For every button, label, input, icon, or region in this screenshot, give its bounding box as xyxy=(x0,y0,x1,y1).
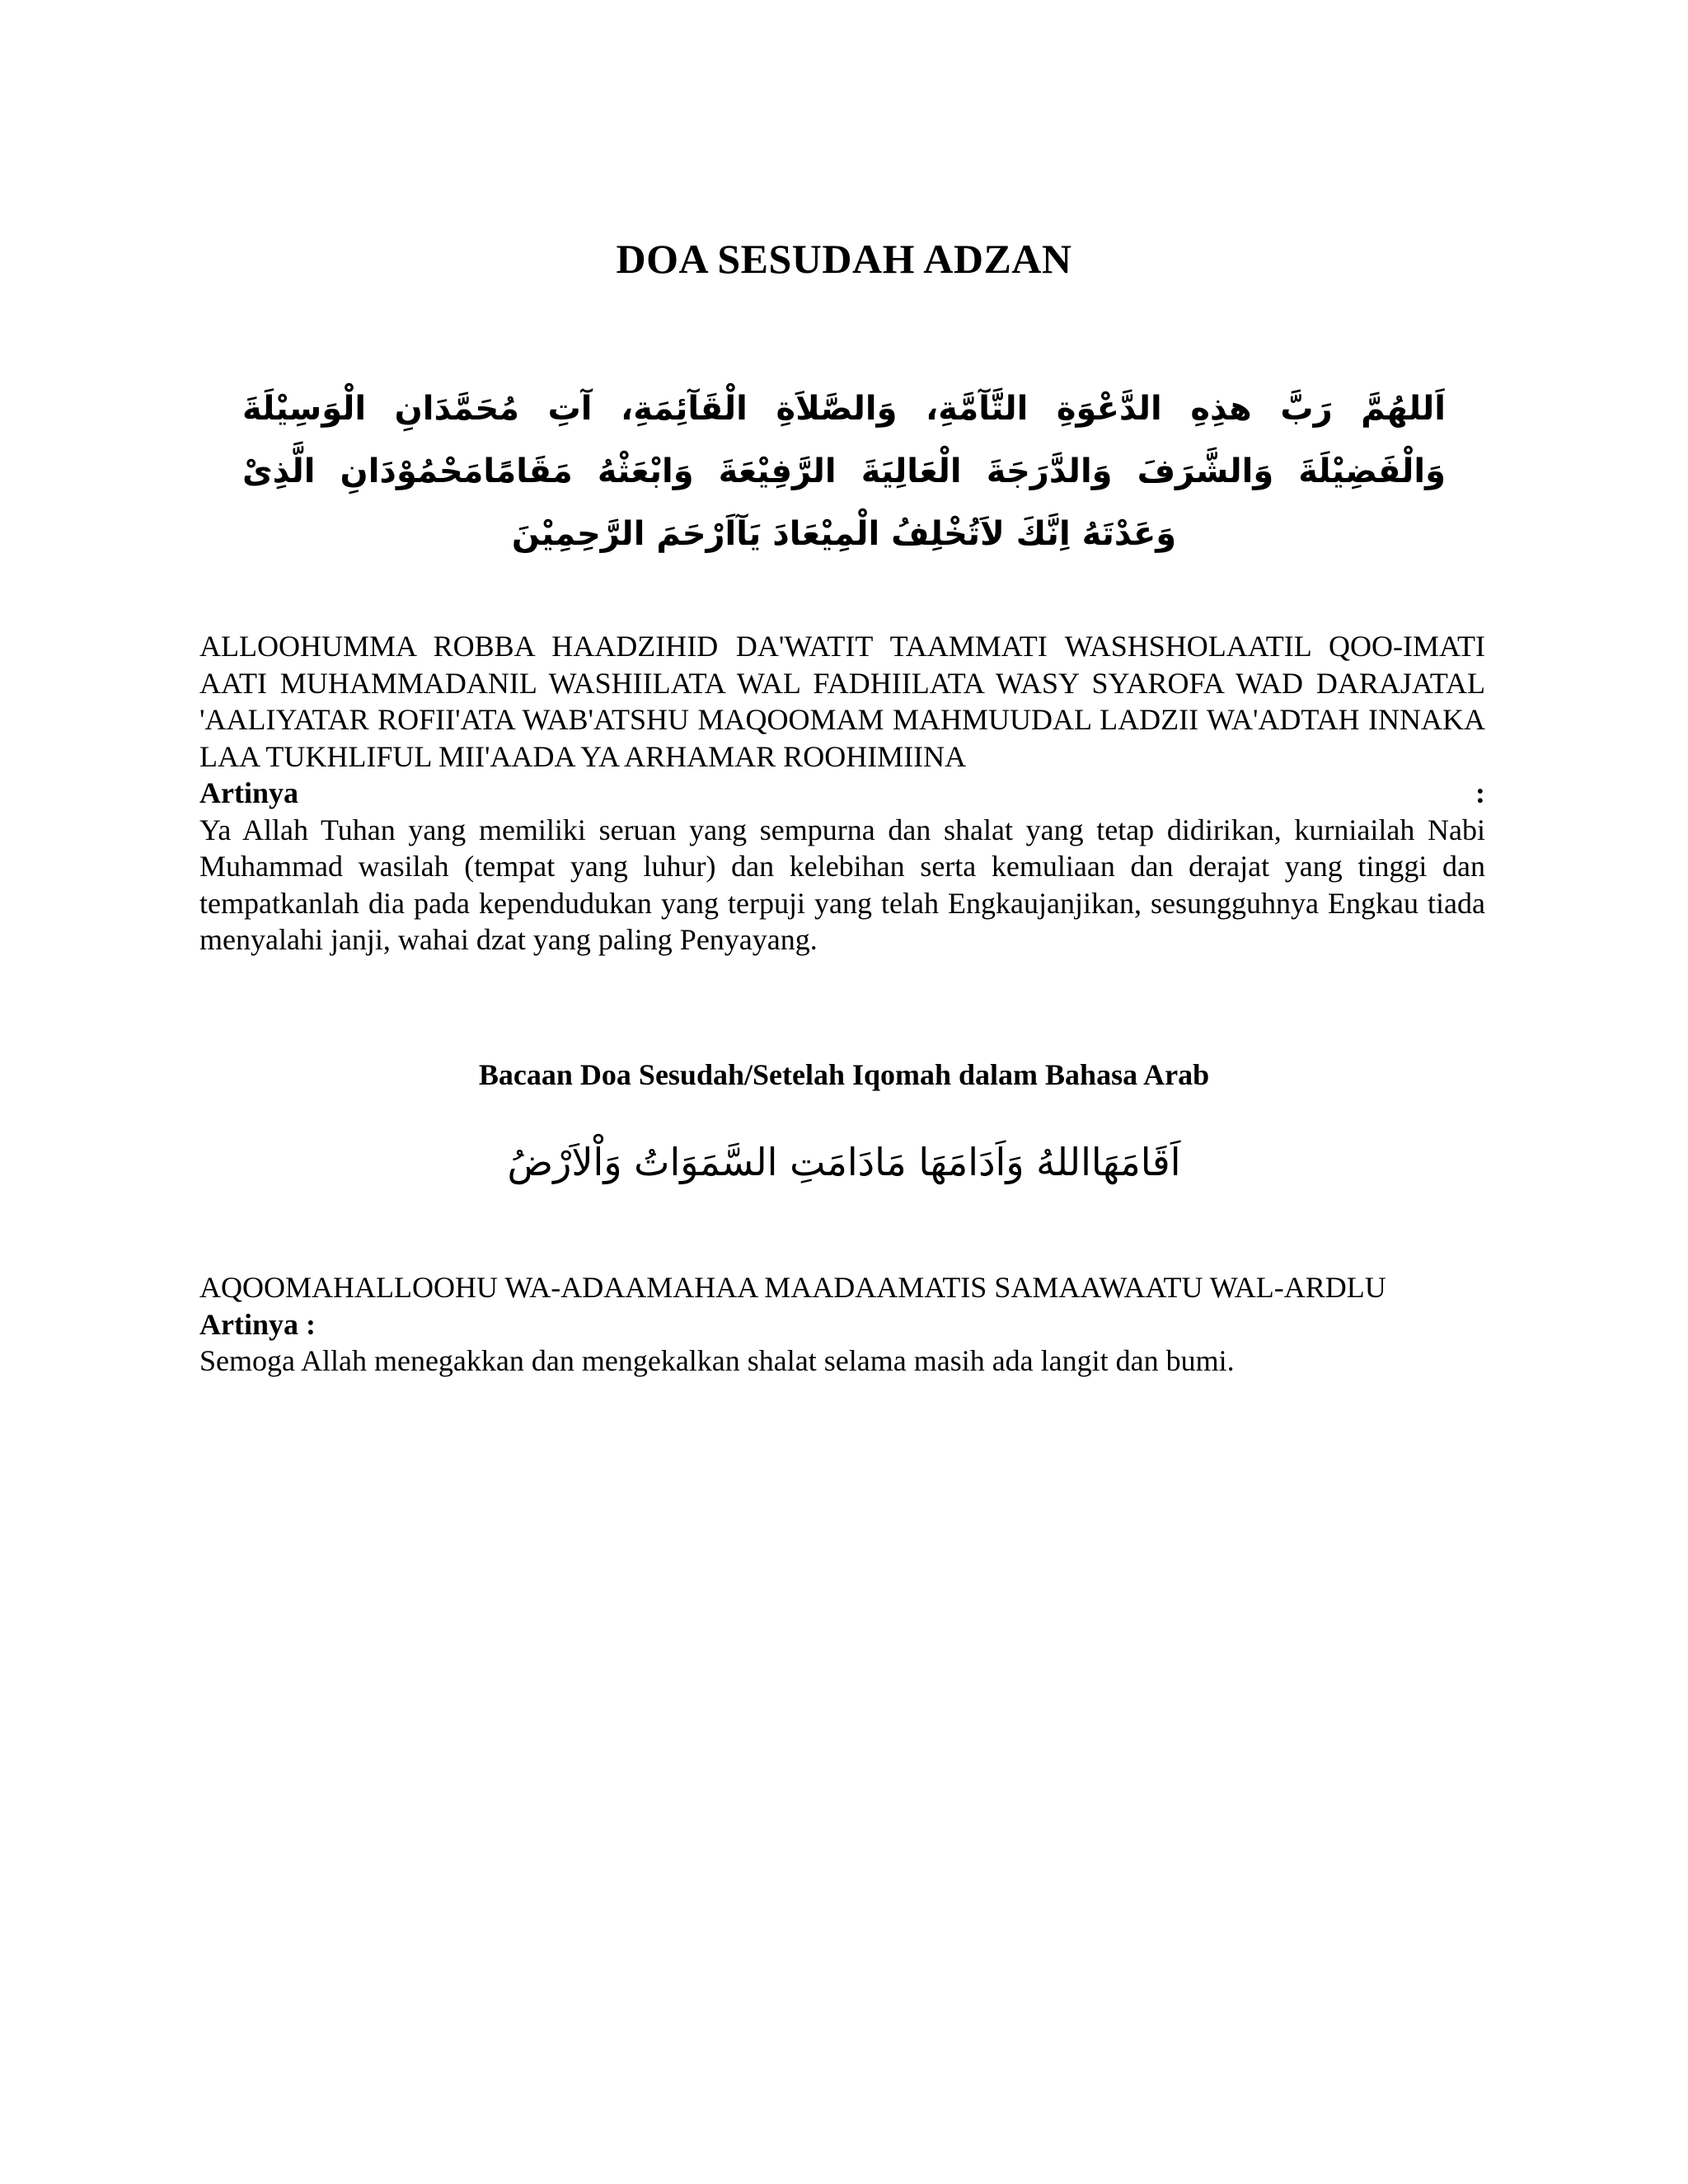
iqomah-heading: Bacaan Doa Sesudah/Setelah Iqomah dalam Bahasa Arab xyxy=(478,1058,1210,1091)
prayer-meaning: Ya Allah Tuhan yang memiliki seruan yang sempurna dan shalat yang tetap didirikan, kurniailah Nabi Muhammad wasilah (tempat yang luhur) dan kelebihan serta kemuliaan dan derajat yang tinggi dan tempatkanlah dia pada kependudukan yang terpuji yang telah Engkaujanjikan, sesungguhnya Engkau tiada menyalahi janji, wahai dzat yang paling Penyayang. xyxy=(199,813,1485,956)
artinya-row xyxy=(199,775,1485,812)
arabic-iqomah-text: اَقَامَهَااللهُ وَاَدَامَهَا مَادَامَتِ السَّمَوَاتُ وَاْلاَرْضُ xyxy=(507,1140,1181,1184)
latin-transliteration: ALLOOHUMMA ROBBA HAADZIHID DA'WATIT TAAMMATI WASHSHOLAATIL QOO-IMATI AATI MUHAMMADANIL WASHIILATA WAL FADHIILATA WASY SYAROFA WAD DARAJATAL 'AALIYATAR ROFII'ATA WAB'ATSHU MAQOOMAM MAHMUUDAL LADZII WA'ADTAH INNAKA LAA TUKHLIFUL MII'AADA YA ARHAMAR ROOHIMIINA xyxy=(199,630,1485,773)
document-title: DOA SESUDAH ADZAN xyxy=(616,236,1072,282)
iqomah-transliteration: AQOOMAHALLOOHU WA-ADAAMAHAA MAADAAMATIS SAMAAWAATU WAL-ARDLU xyxy=(199,1271,1386,1304)
artinya-label: Artinya xyxy=(199,776,298,809)
iqomah-section xyxy=(199,1269,1485,1380)
artinya-colon: : xyxy=(1475,776,1485,809)
artinya-label-2: Artinya : xyxy=(199,1307,316,1341)
iqomah-meaning: Semoga Allah menegakkan dan mengekalkan shalat selama masih ada langit dan bumi. xyxy=(199,1344,1235,1377)
arabic-prayer-text: اَللهُمَّ رَبَّ هذِهِ الدَّعْوَةِ التَّآمَّةِ، وَالصَّلاَةِ الْقَآئِمَةِ، آتِ مُحَمَّدَانِ الْوَسِيْلَةَ وَالْفَضِيْلَةَ وَالشَّرَفَ وَالدَّرَجَةَ الْعَالِيَةَ الرَّفِيْعَةَ وَابْعَثْهُ مَقَامًامَحْمُوْدَانِ الَّذِىْ وَعَدْتَهُ اِنَّكَ لاَتُخْلِفُ الْمِيْعَادَ يَآاَرْحَمَ الرَّحِمِيْنَ xyxy=(242,390,1446,553)
prayer-section xyxy=(199,628,1485,958)
